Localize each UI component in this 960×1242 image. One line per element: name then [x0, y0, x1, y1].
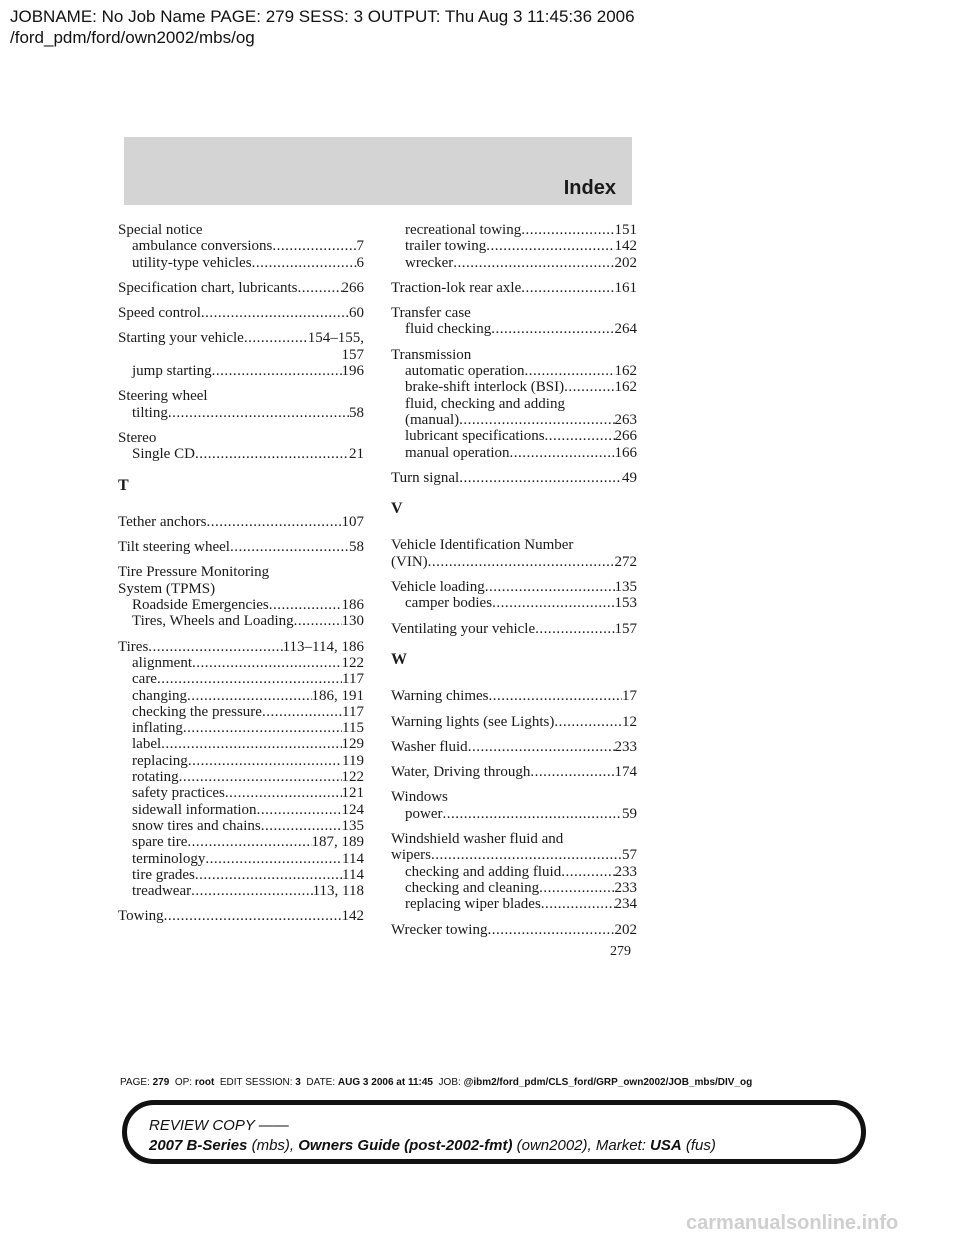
dot-leader	[492, 595, 614, 611]
index-term: power	[405, 805, 443, 822]
index-page-ref: 6	[356, 254, 364, 271]
index-term: checking and adding fluid	[405, 863, 562, 880]
index-page-ref: 154–155,	[307, 330, 364, 347]
index-term: Roadside Emergencies	[132, 597, 269, 614]
index-page-ref: 117	[342, 703, 364, 720]
index-term: Vehicle Identification Number	[391, 537, 574, 554]
index-main-entry	[391, 739, 637, 755]
index-main-entry	[391, 347, 637, 363]
index-main-entry	[391, 714, 637, 730]
index-subentry	[118, 736, 364, 752]
dot-leader	[510, 445, 615, 461]
index-page-ref: 142	[614, 238, 637, 255]
index-term: Special notice	[118, 222, 203, 238]
index-term: wipers	[391, 847, 431, 864]
index-entry	[391, 739, 637, 755]
index-entry	[118, 388, 364, 421]
index-term: care	[132, 671, 157, 688]
index-term: Tether anchors	[118, 513, 207, 530]
index-page-ref: 161	[614, 279, 637, 296]
dot-leader	[212, 363, 342, 379]
index-page-ref: 7	[356, 238, 364, 255]
index-subentry	[391, 880, 637, 896]
index-entry	[391, 764, 637, 780]
index-page-ref: 114	[342, 850, 364, 867]
index-subentry	[118, 753, 364, 769]
index-page-ref: 266	[341, 279, 364, 296]
index-entry	[118, 514, 364, 530]
dot-leader	[545, 428, 615, 444]
index-term: checking the pressure	[132, 703, 262, 720]
dot-leader	[294, 613, 342, 629]
index-page-ref: 17	[622, 688, 637, 705]
index-term: Steering wheel	[118, 388, 208, 405]
index-entry	[391, 537, 637, 570]
index-entry	[118, 539, 364, 555]
index-entry	[118, 330, 364, 379]
index-term: System (TPMS)	[118, 580, 216, 597]
index-term: replacing wiper blades	[405, 896, 541, 913]
job-header	[10, 6, 635, 48]
index-term: utility-type vehicles	[132, 254, 252, 271]
index-page-ref: 58	[349, 404, 364, 421]
dot-leader	[205, 851, 342, 867]
index-subentry	[391, 255, 637, 271]
dot-leader	[201, 305, 349, 321]
dot-leader	[487, 922, 614, 938]
index-main-entry	[391, 554, 637, 570]
index-subentry	[391, 379, 637, 395]
index-term: tilting	[132, 404, 168, 421]
index-entry	[391, 579, 637, 612]
watermark: carmanualsonline.info	[686, 1212, 899, 1234]
index-subentry	[118, 238, 364, 254]
index-term: jump starting	[132, 363, 212, 380]
index-page-ref: 122	[341, 654, 364, 671]
index-subentry	[118, 802, 364, 818]
index-page-ref: 124	[341, 801, 364, 818]
index-term: (VIN)	[391, 553, 428, 570]
index-entry	[391, 714, 637, 730]
dot-leader	[459, 412, 614, 428]
index-term: replacing	[132, 752, 188, 769]
dot-leader	[261, 818, 342, 834]
dot-leader	[225, 785, 342, 801]
review-copy-details: 2007 B-Series (mbs), Owners Guide (post-2002-fmt) (own2002), Market: USA (fus)	[149, 1137, 716, 1154]
job-header-line1: JOBNAME: No Job Name PAGE: 279 SESS: 3 OUTPUT: Thu Aug 3 11:45:36 2006	[10, 7, 635, 26]
index-term: label	[132, 736, 162, 753]
dot-leader	[486, 238, 614, 254]
index-page-ref: 114	[342, 866, 364, 883]
dot-leader	[230, 539, 349, 555]
index-entry	[118, 908, 364, 924]
index-page-ref: 121	[341, 785, 364, 802]
index-main-entry	[391, 280, 637, 296]
index-page-ref: 162	[614, 363, 637, 380]
index-term: treadwear	[132, 883, 192, 900]
index-page-ref: 129	[341, 736, 364, 753]
index-subentry	[391, 396, 637, 412]
index-page-ref: 21	[349, 446, 364, 463]
dot-leader	[161, 736, 341, 752]
index-entry	[391, 688, 637, 704]
index-main-entry	[118, 388, 364, 404]
index-page-ref: 153	[614, 595, 637, 612]
index-page-ref: 115	[342, 720, 364, 737]
index-letter-heading: V	[391, 500, 403, 518]
index-entry	[118, 280, 364, 296]
index-subentry	[391, 412, 637, 428]
index-subentry	[391, 363, 637, 379]
index-subentry	[118, 671, 364, 687]
index-main-entry	[118, 430, 364, 446]
index-main-entry	[118, 514, 364, 530]
index-page-ref: 130	[341, 613, 364, 630]
index-page-ref: 142	[341, 908, 364, 925]
index-page-ref: 264	[614, 321, 637, 338]
dot-leader	[489, 688, 622, 704]
index-main-entry	[391, 789, 637, 805]
dot-leader	[443, 806, 623, 822]
dot-leader	[191, 883, 312, 899]
index-subentry	[118, 655, 364, 671]
index-subentry	[118, 363, 364, 379]
index-subentry	[118, 834, 364, 850]
dot-leader	[298, 280, 342, 296]
index-page-ref: 202	[614, 254, 637, 271]
index-term: wrecker	[405, 254, 454, 271]
index-term: manual operation	[405, 444, 510, 461]
index-page-ref: 186, 191	[311, 687, 364, 704]
dot-leader	[188, 753, 342, 769]
index-page-ref: 122	[341, 769, 364, 786]
index-page-ref: 135	[341, 817, 364, 834]
index-page-ref: 272	[614, 553, 637, 570]
index-term: spare tire	[132, 834, 188, 851]
dot-leader	[561, 864, 614, 880]
index-subentry	[391, 445, 637, 461]
index-subentry	[118, 405, 364, 421]
job-header-line2: /ford_pdm/ford/own2002/mbs/og	[10, 28, 255, 47]
dot-leader	[485, 579, 615, 595]
index-entry	[391, 347, 637, 461]
index-page-ref: 113, 118	[312, 883, 364, 900]
index-subentry	[118, 720, 364, 736]
index-page-ref: 60	[349, 305, 364, 322]
dot-leader	[459, 470, 622, 486]
index-main-entry	[118, 222, 364, 238]
index-entry	[118, 564, 364, 629]
dot-leader	[195, 446, 349, 462]
index-term: Wrecker towing	[391, 921, 488, 938]
index-main-entry	[118, 908, 364, 924]
index-entry	[391, 222, 637, 271]
dot-leader	[148, 639, 282, 655]
page-number: 279	[610, 944, 631, 959]
index-main-entry	[391, 831, 637, 847]
dot-leader	[453, 255, 614, 271]
index-term: camper bodies	[405, 595, 493, 612]
index-term: alignment	[132, 654, 192, 671]
index-subentry	[118, 769, 364, 785]
index-subentry	[118, 818, 364, 834]
dot-leader	[252, 255, 357, 271]
index-term: Specification chart, lubricants	[118, 279, 298, 296]
index-main-entry	[391, 470, 637, 486]
index-subentry	[391, 896, 637, 912]
index-page-continuation: 157	[341, 346, 364, 363]
dot-leader	[187, 834, 311, 850]
index-term: Warning chimes	[391, 688, 489, 705]
index-subentry	[118, 613, 364, 629]
index-entry	[391, 621, 637, 637]
dot-leader	[428, 554, 615, 570]
index-page-ref: 107	[341, 513, 364, 530]
index-main-entry	[391, 537, 637, 553]
index-term: tire grades	[132, 866, 195, 883]
index-main-entry	[118, 581, 364, 597]
index-page-ref: 12	[622, 713, 637, 730]
index-page-ref: 59	[622, 805, 637, 822]
index-subentry	[391, 806, 637, 822]
index-subentry	[118, 851, 364, 867]
index-page-ref: 58	[349, 539, 364, 556]
dot-leader	[541, 896, 615, 912]
dot-leader	[521, 280, 614, 296]
index-term: recreational towing	[405, 222, 522, 238]
index-page-ref: 196	[341, 363, 364, 380]
dot-leader	[257, 802, 342, 818]
index-term: Water, Driving through	[391, 764, 531, 781]
section-title: Index	[563, 177, 616, 199]
index-term: fluid checking	[405, 321, 492, 338]
index-page-ref: 49	[622, 469, 637, 486]
index-term: brake-shift interlock (BSI)	[405, 379, 565, 396]
dot-leader	[192, 655, 342, 671]
index-page-ref: 166	[614, 444, 637, 461]
index-subentry	[391, 321, 637, 337]
index-page-ref: 202	[614, 921, 637, 938]
index-page-ref: 57	[622, 847, 637, 864]
dot-leader	[207, 514, 342, 530]
review-copy-box	[122, 1100, 866, 1164]
index-main-entry	[391, 688, 637, 704]
index-term: Tire Pressure Monitoring	[118, 564, 270, 581]
index-main-entry	[391, 922, 637, 938]
index-page-ref: 162	[614, 379, 637, 396]
index-page-ref: 135	[614, 579, 637, 596]
dot-leader	[187, 688, 312, 704]
index-entry	[118, 430, 364, 463]
index-term: Vehicle loading	[391, 579, 485, 596]
index-page-ref: 266	[614, 428, 637, 445]
index-main-entry	[118, 639, 364, 655]
dot-leader	[525, 363, 615, 379]
dot-leader	[554, 714, 622, 730]
index-main-entry	[391, 764, 637, 780]
index-term: Towing	[118, 908, 164, 925]
index-page-ref: 187, 189	[311, 834, 364, 851]
index-page-ref: 233	[614, 738, 637, 755]
index-entry	[118, 305, 364, 321]
index-main-entry	[118, 330, 364, 346]
dot-leader	[564, 379, 614, 395]
index-term: Starting your vehicle	[118, 330, 244, 347]
dot-leader	[431, 847, 622, 863]
index-main-entry	[118, 305, 364, 321]
index-main-entry	[391, 305, 637, 321]
index-page-ref: 151	[614, 222, 637, 238]
index-subentry	[391, 222, 637, 238]
index-term: Windshield washer fluid and	[391, 831, 564, 848]
index-main-entry	[118, 539, 364, 555]
index-term: changing	[132, 687, 187, 704]
index-column-right	[391, 222, 637, 947]
dot-leader	[168, 405, 349, 421]
index-entry	[391, 305, 637, 338]
index-entry	[391, 789, 637, 822]
index-term: Traction-lok rear axle	[391, 279, 522, 296]
index-page-ref: 174	[614, 764, 637, 781]
index-main-entry	[118, 564, 364, 580]
index-term: Tires, Wheels and Loading	[132, 613, 294, 630]
index-term: Washer fluid	[391, 738, 468, 755]
index-page-ref: 234	[614, 896, 637, 913]
index-term: Warning lights (see Lights)	[391, 713, 555, 730]
index-entry	[391, 280, 637, 296]
index-term: Ventilating your vehicle	[391, 620, 536, 637]
index-column-left	[118, 222, 364, 934]
index-subentry	[118, 704, 364, 720]
index-term: rotating	[132, 769, 179, 786]
dot-leader	[262, 704, 342, 720]
index-subentry	[118, 446, 364, 462]
index-subentry	[118, 688, 364, 704]
index-subentry	[118, 597, 364, 613]
index-term: inflating	[132, 720, 183, 737]
index-term: terminology	[132, 850, 206, 867]
index-page-ref: 113–114, 186	[282, 638, 364, 655]
index-term: Stereo	[118, 429, 157, 446]
dot-leader	[195, 867, 342, 883]
index-term: lubricant specifications	[405, 428, 545, 445]
review-copy-label: REVIEW COPY ——	[149, 1117, 289, 1134]
index-entry	[391, 831, 637, 912]
index-term: sidewall information	[132, 801, 257, 818]
dot-leader	[164, 908, 342, 924]
index-term: (manual)	[405, 411, 460, 428]
index-term: Speed control	[118, 305, 201, 322]
index-page-ref: 186	[341, 597, 364, 614]
dot-leader	[491, 321, 614, 337]
index-term: safety practices	[132, 785, 225, 802]
dot-leader	[530, 764, 614, 780]
index-main-entry	[118, 280, 364, 296]
index-subentry	[391, 238, 637, 254]
index-entry	[391, 470, 637, 486]
index-subentry	[391, 428, 637, 444]
index-term: snow tires and chains	[132, 817, 261, 834]
index-subentry	[391, 864, 637, 880]
dot-leader	[269, 597, 342, 613]
index-page-ref: 119	[342, 752, 364, 769]
index-page-ref: 117	[342, 671, 364, 688]
dot-leader	[244, 330, 308, 346]
dot-leader	[272, 238, 356, 254]
dot-leader	[183, 720, 342, 736]
index-term: Transfer case	[391, 305, 471, 322]
index-page-ref: 233	[614, 879, 637, 896]
index-page-ref: 157	[614, 620, 637, 637]
index-term: Tires	[118, 638, 149, 655]
index-term: Windows	[391, 789, 448, 806]
dot-leader	[468, 739, 615, 755]
index-main-entry	[391, 847, 637, 863]
index-term: fluid, checking and adding	[405, 395, 565, 412]
index-term: Transmission	[391, 346, 472, 363]
index-main-entry	[391, 579, 637, 595]
index-term: Single CD	[132, 446, 195, 463]
index-term: checking and cleaning	[405, 879, 540, 896]
section-banner	[124, 137, 632, 205]
index-term: automatic operation	[405, 363, 525, 380]
footer-job-info: PAGE: 279 OP: root EDIT SESSION: 3 DATE: AUG 3 2006 at 11:45 JOB: @ibm2/ford_pdm/CLS_ford/GRP_own2002/JOB_mbs/DIV_og	[120, 1077, 753, 1088]
index-subentry	[118, 785, 364, 801]
index-entry	[391, 922, 637, 938]
index-letter-heading: T	[118, 476, 129, 494]
dot-leader	[521, 222, 614, 238]
dot-leader	[535, 621, 614, 637]
index-term: ambulance conversions	[132, 238, 273, 255]
index-subentry	[118, 867, 364, 883]
dot-leader	[539, 880, 614, 896]
dot-leader	[179, 769, 342, 785]
dot-leader	[157, 671, 342, 687]
index-page-ref: 263	[614, 411, 637, 428]
index-term: Turn signal	[391, 469, 460, 486]
index-main-entry	[391, 621, 637, 637]
index-term: trailer towing	[405, 238, 487, 255]
index-subentry	[391, 595, 637, 611]
index-entry	[118, 222, 364, 271]
index-subentry	[118, 883, 364, 899]
index-entry	[118, 639, 364, 900]
index-page-ref: 233	[614, 863, 637, 880]
index-term: Tilt steering wheel	[118, 539, 230, 556]
index-subentry	[118, 255, 364, 271]
index-letter-heading: W	[391, 650, 407, 668]
